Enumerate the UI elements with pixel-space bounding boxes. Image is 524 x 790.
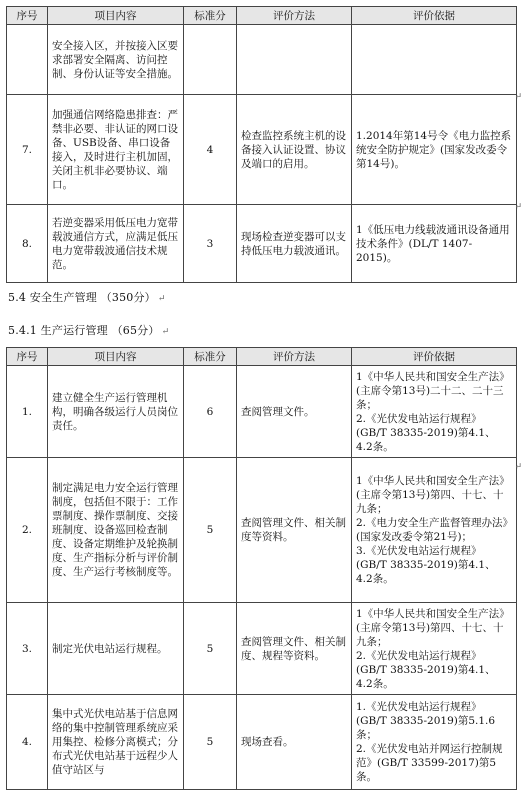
row-no: 7. [7,95,48,205]
row-score: 4 [184,95,237,205]
row-basis: 1《中华人民共和国安全生产法》(主席令第13号)第四、十七、十九条； 2.《光伏发电站运行规程》(GB/T 38335-2019)第4.1、4.2条。 [352,603,517,695]
row-method: 查阅管理文件。 [237,366,352,458]
header-score: 标准分 [184,348,237,366]
header-content: 项目内容 [48,348,184,366]
row-method [237,25,352,95]
header-content: 项目内容 [48,7,184,25]
row-basis: 1《中华人民共和国安全生产法》(主席令第13号)二十二、二十三条； 2.《光伏发电站运行规程》(GB/T 38335-2019)第4.1、4.2条。 [352,366,517,458]
row-no: 1. [7,366,48,458]
row-score [184,25,237,95]
section-heading-5-4-1-text: 5.4.1 生产运行管理 （65分） [8,324,160,337]
header-no: 序号 [7,348,48,366]
header-no: 序号 [7,7,48,25]
table-row [7,603,517,695]
row-end-mark: ↵ [514,462,522,472]
row-basis: 1《低压电力线载波通讯设备通用技术条件》(DL/T 1407-2015)。 [352,205,517,283]
header-basis: 评价依据 [352,7,517,25]
row-basis: 1《中华人民共和国安全生产法》(主席令第13号)第四、十七、十九条； 2.《电力安全生产监督管理办法》(国家发改委令第21号)； 3.《光伏发电站运行规程》(GB/T 38335-2019)第4.1、4.2条。 [352,458,517,603]
table-row [7,205,517,283]
row-score: 5 [184,458,237,603]
row-basis [352,25,517,95]
section-heading-5-4 [8,289,166,305]
row-method: 查阅管理文件、相关制度等资料。 [237,458,352,603]
row-method: 现场检查逆变器可以支持低压电力载波通讯。 [237,205,352,283]
row-content: 加强通信网络隐患排查：严禁非必要、非认证的网口设备、USB设备、串口设备接入，及时进行主机加固，关闭主机非必要协议、端口。 [48,95,184,205]
section-heading-5-4-text: 5.4 安全生产管理 （350分） [8,291,156,304]
evaluation-table-2 [6,347,517,790]
row-score: 5 [184,603,237,695]
row-content: 制定光伏电站运行规程。 [48,603,184,695]
row-content: 安全接入区，并按接入区要求部署安全隔离、访问控制、身份认证等安全措施。 [48,25,184,95]
row-content: 若逆变器采用低压电力宽带载波通信方式，应满足低压电力宽带载波通信技术规范。 [48,205,184,283]
header-method: 评价方法 [237,348,352,366]
row-method: 查阅管理文件、相关制度、规程等资料。 [237,603,352,695]
row-end-mark: ↵ [514,92,522,102]
row-content: 建立健全生产运行管理机构，明确各级运行人员岗位责任。 [48,366,184,458]
row-content: 制定满足电力安全运行管理制度，包括但不限于：工作票制度、操作票制度、交接班制度、设备巡回检查制度、设备定期维护及轮换制度、生产指标分析与评价制度、生产运行考核制度等。 [48,458,184,603]
row-no: 4. [7,695,48,790]
row-no: 3. [7,603,48,695]
row-score: 6 [184,366,237,458]
table-row [7,695,517,790]
row-no [7,25,48,95]
row-end-mark: ↵ [514,202,522,212]
row-score: 3 [184,205,237,283]
header-method: 评价方法 [237,7,352,25]
row-basis: 1.《光伏发电站运行规程》(GB/T 38335-2019)第5.1.6条； 2.《光伏发电站并网运行控制规范》(GB/T 33599-2017)第5条。 [352,695,517,790]
table-header-row [7,348,517,366]
header-score: 标准分 [184,7,237,25]
evaluation-table-1 [6,6,517,283]
table-row [7,458,517,603]
table-header-row [7,7,517,25]
row-basis: 1.2014年第14号令《电力监控系统安全防护规定》(国家发改委令第14号)。 [352,95,517,205]
header-basis: 评价依据 [352,348,517,366]
row-no: 2. [7,458,48,603]
table-row [7,25,517,95]
row-content: 集中式光伏电站基于信息网络的集中控制管理系统应采用集控、检修分离模式；分布式光伏电站基于远程少人值守站区与 [48,695,184,790]
table-row [7,366,517,458]
table-row [7,95,517,205]
row-score: 5 [184,695,237,790]
paragraph-mark: ↵ [157,294,166,304]
row-no: 8. [7,205,48,283]
row-method: 现场查看。 [237,695,352,790]
section-heading-5-4-1 [8,322,169,338]
row-method: 检查监控系统主机的设备接入认证设置、协议及端口的启用。 [237,95,352,205]
paragraph-mark: ↵ [161,327,170,337]
